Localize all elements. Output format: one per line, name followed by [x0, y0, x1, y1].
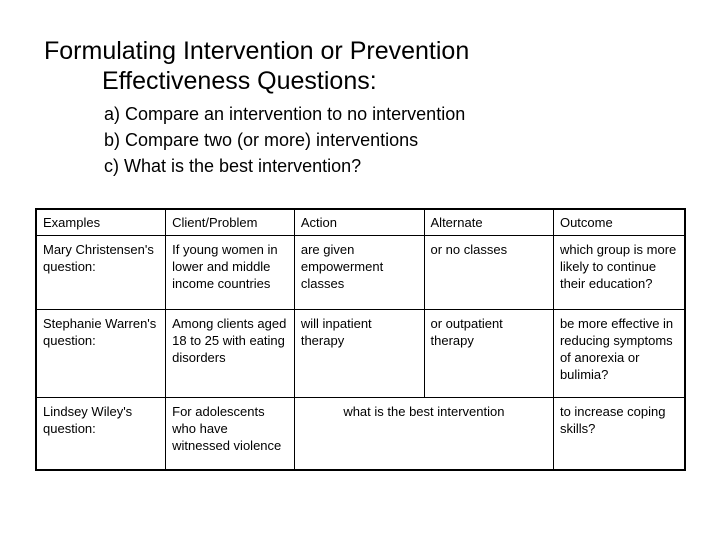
cell-action: are given empowerment classes — [294, 236, 424, 310]
table-row — [36, 310, 685, 398]
option-item: b) Compare two (or more) interventions — [104, 130, 419, 150]
table-row — [36, 236, 685, 310]
cell-alternate: or no classes — [424, 236, 553, 310]
header-alternate: Alternate — [424, 209, 553, 236]
slide-title-line-1: Formulating Intervention or Prevention — [44, 37, 470, 65]
comparison-options-list — [104, 101, 465, 179]
option-item: a) Compare an intervention to no intervention — [104, 104, 466, 124]
table-header-row — [36, 209, 685, 236]
table-row — [36, 398, 685, 471]
cell-example: Mary Christensen's question: — [36, 236, 166, 310]
cell-client-problem: For adolescents who have witnessed violence — [166, 398, 295, 471]
slide-title-line-2: Effectiveness Questions: — [102, 67, 377, 95]
cell-example: Stephanie Warren's question: — [36, 310, 166, 398]
cell-action-alternate-merged: what is the best intervention — [294, 398, 553, 471]
cell-client-problem: Among clients aged 18 to 25 with eating disorders — [166, 310, 295, 398]
cell-action: will inpatient therapy — [294, 310, 424, 398]
header-outcome: Outcome — [553, 209, 685, 236]
header-client-problem: Client/Problem — [166, 209, 295, 236]
cell-client-problem: If young women in lower and middle income countries — [166, 236, 295, 310]
option-item: c) What is the best intervention? — [104, 156, 362, 176]
header-action: Action — [294, 209, 424, 236]
slide-title — [44, 36, 684, 96]
header-examples: Examples — [36, 209, 166, 236]
cell-example: Lindsey Wiley's question: — [36, 398, 166, 471]
cell-outcome: which group is more likely to continue their education? — [553, 236, 685, 310]
cell-alternate: or outpatient therapy — [424, 310, 553, 398]
cell-outcome: be more effective in reducing symptoms of anorexia or bulimia? — [553, 310, 685, 398]
pico-questions-table — [35, 208, 686, 471]
cell-outcome: to increase coping skills? — [553, 398, 685, 471]
